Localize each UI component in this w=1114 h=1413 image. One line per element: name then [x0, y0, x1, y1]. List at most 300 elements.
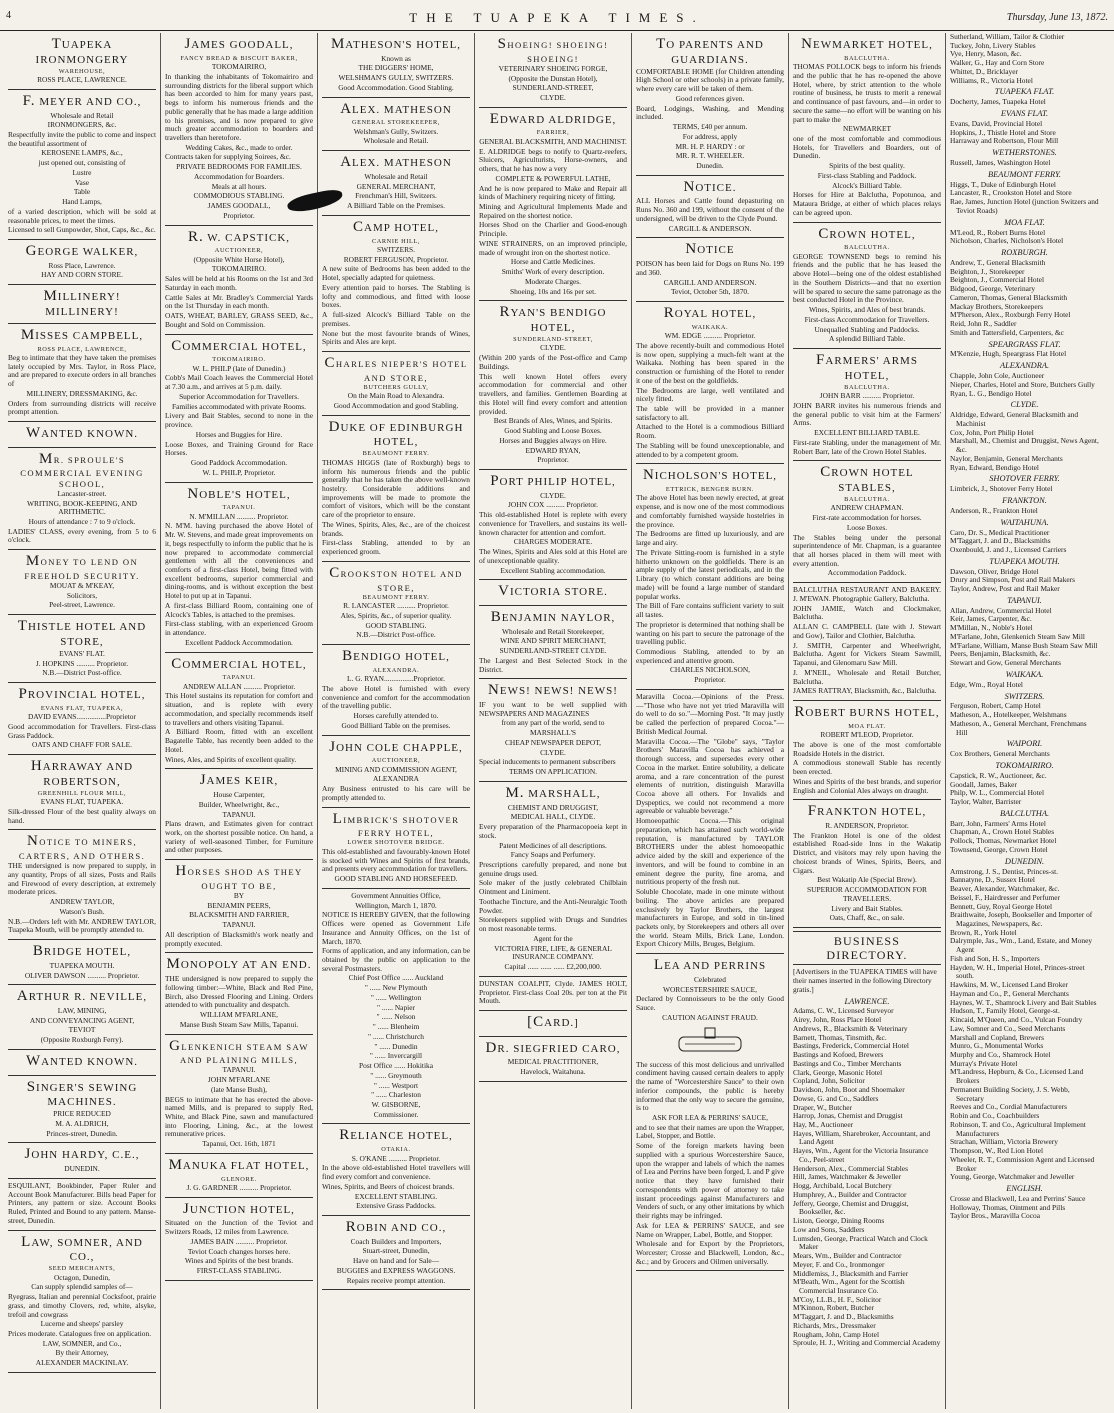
columns: [4, 33, 1110, 1409]
ad-line: Octagon, Dunedin,: [53, 1272, 111, 1282]
ad-line: Peel-street, Lawrence.: [49, 600, 115, 610]
ad-line: Contracts taken for supplying Soirees, &c.: [165, 152, 291, 162]
directory-entry: Cox Brothers, General Merchants: [950, 749, 1050, 759]
ad-line: First-rate Stabling, under the management of Mr. Robert Barr, late of the Crown Hotel Stables.: [793, 437, 941, 456]
advertisement: [479, 33, 627, 108]
ad-line: JOHN JAMIE, Watch and Clockmaker, Balclutha.: [793, 603, 941, 622]
ad-line: TOKOMAIRIRO.: [211, 264, 267, 274]
advertisement: [8, 324, 156, 422]
ad-heading: MANUKA FLAT HOTEL,: [168, 1156, 310, 1173]
ad-line: Tapanui, Oct. 16th, 1871: [202, 1139, 276, 1149]
column-4: [475, 33, 632, 1409]
ad-subheading: BALCLUTHA.: [844, 244, 890, 252]
ad-line: The above Hotel has been newly erected, at great expense, and is now one of the most commodious and comfortably furnished wayside hostelries in the province.: [636, 493, 784, 529]
advertisement: [8, 615, 156, 683]
ad-line: MOUAT & M'KEAY,: [49, 581, 115, 590]
directory-entry: Bidgood, George, Veterinary: [950, 284, 1036, 294]
ad-line: Good Accommodation and good Stabling.: [333, 401, 459, 410]
ad-line: Good Stabling and Loose Boxes.: [504, 426, 602, 436]
ad-line: from any part of the world, send to: [501, 718, 605, 728]
advertisement: [8, 940, 156, 985]
ad-line: CARGILL AND ANDERSON.: [663, 277, 757, 287]
directory-entry: M'Landress, Hepburn, & Co., Licensed Land Brokers: [950, 1067, 1084, 1086]
page-number: 4: [6, 10, 11, 21]
ad-line: Homoeopathic Cocoa.—This original preparation, which has attained such world-wide reputation, is manufactured by TAYLOR BROTHERS under the ablest homoeopathic advice aided by the skill and experience of the inventors, and will be found to combine in an eminent degree the purity, fine aroma, and nutritious property of the fresh nut.: [636, 816, 784, 887]
ad-line: Spirits of the best quality.: [829, 161, 905, 171]
directory-entry: Townsend, George, Crown Hotel: [950, 844, 1048, 854]
directory-entry: Taylor Bros., Maravilla Cocoa: [950, 1211, 1040, 1221]
ad-line: " ...... Wellington: [370, 992, 422, 1002]
ad-line: EXCELLENT STABLING.: [354, 1191, 438, 1201]
directory-entry: Henderson, Alex., Commercial Stables: [793, 1163, 908, 1173]
ad-line: " ...... Dunedin: [374, 1041, 418, 1051]
ad-line: JAMES GOODALL,: [207, 201, 271, 211]
directory-entry: Rougham, John, Camp Hotel: [793, 1329, 880, 1339]
advertisement: [793, 223, 941, 349]
advertisement: [479, 470, 627, 580]
advertisement: [479, 1037, 627, 1082]
directory-entry: Bastings, Frederick, Commercial Hotel: [793, 1041, 909, 1051]
ad-heading: MONEY TO LEND ON FREEHOLD SECURITY.: [24, 553, 140, 581]
ad-line: JAMES RATTRAY, Blacksmith, &c., Balclutha.: [793, 686, 937, 696]
ad-line: Silk-dressed Flour of the best quality always on hand.: [8, 806, 156, 825]
ad-line: Commissioner.: [373, 1109, 419, 1119]
ad-line: CARGILL & ANDERSON.: [668, 223, 752, 233]
ad-line: J. M'NEIL, Wholesale and Retail Butcher, Balclutha.: [793, 667, 941, 686]
advertisement: [165, 226, 313, 335]
ad-line: MINING AND COMMISSION AGENT,: [335, 764, 457, 774]
ad-line: First-rate accommodation for horses.: [812, 513, 922, 523]
ad-line: WINE STRAINERS, on an improved principle, made of wrought iron on the shortest notice.: [479, 238, 627, 257]
ad-heading: M. MARSHALL,: [505, 784, 601, 801]
ad-line: Wholesale and Retail.: [363, 136, 429, 146]
ad-line: TUAPEKA MOUTH.: [49, 960, 115, 970]
ad-line: BY: [233, 891, 245, 900]
directory-entry: M'Coy, LL.B., H. F., Solicitor: [793, 1294, 882, 1304]
ad-line: Vase: [75, 177, 89, 187]
ad-line: R. ANDERSON, Proprietor.: [825, 820, 909, 830]
ad-line: Cobb's Mail Coach leaves the Commercial Hotel at 7.30 a.m., and arrives at 5 p.m. daily.: [165, 373, 313, 392]
ad-heading: MATHESON'S HOTEL,: [330, 36, 462, 52]
directory-entry: Beissel, F., Hairdresser and Perfumer: [950, 892, 1061, 902]
ad-line: TAPANUI.: [222, 1065, 256, 1075]
advertisement: [322, 645, 470, 736]
directory-entry: Peers, Benjamin, Blacksmith, &c.: [950, 649, 1051, 659]
directory-entry: Smith and Tattersfield, Carpenters, &c: [950, 327, 1064, 337]
ad-line: Good Billiard Table on the premises.: [341, 720, 451, 730]
ad-heading: THISTLE HOTEL AND STORE,: [17, 618, 147, 648]
ad-line: A first-class Billiard Room, containing one of Alcock's Tables, is attached to the premises.: [165, 600, 313, 619]
ad-heading: DUKE OF EDINBURGH HOTEL,: [328, 418, 464, 449]
ad-line: MEDICAL PRACTITIONER,: [507, 1057, 599, 1067]
ad-line: Oats, Chaff, &c., on sale.: [829, 913, 905, 923]
directory-town: TUAPEKA FLAT.: [994, 87, 1055, 97]
ad-line: Extensive Grass Paddocks.: [356, 1201, 436, 1211]
ad-line: JOHN M'FARLANE: [207, 1075, 271, 1085]
directory-entry: Cameron, Thomas, General Blacksmith: [950, 292, 1068, 302]
ad-heading: JAMES GOODALL,: [184, 36, 294, 52]
ad-heading: JOHN COLE CHAPPLE,: [329, 738, 463, 755]
ad-line: The Frankton Hotel is one of the oldest established Road-side Inns in the Wakatip District, and visitors may rely upon having the choicest brands of Wines, Spirits, Beers, and Cigars.: [793, 830, 941, 875]
directory-entry: Meyer, F. and Co., Ironmonger: [793, 1259, 885, 1269]
ad-line: KEROSENE LAMPS, &c.,: [41, 148, 123, 158]
ad-line: Sales will be held at his Rooms on the 1st and 3rd Saturday in each month.: [165, 274, 313, 292]
directory-entry: Permanent Building Society, J. S. Webb, Secretary: [950, 1084, 1070, 1103]
ad-line: (Opposite the Dunstan Hotel),: [508, 73, 598, 83]
ad-line: Table: [73, 187, 91, 197]
ad-line: Wellington, March 1, 1870.: [355, 900, 437, 910]
ad-line: SUNDERLAND-STREET CLYDE.: [499, 646, 607, 656]
ad-line: Best Wakatip Ale (Special Brew).: [817, 875, 917, 885]
ad-line: TERMS ON APPLICATION.: [508, 767, 598, 777]
ad-line: Forms of application, and any information, can be obtained by the public on application to the several Postmasters.: [322, 946, 470, 973]
ad-heading: NEWMARKET HOTEL,: [801, 36, 933, 52]
column-1: [4, 33, 161, 1409]
ad-line: Excellent Paddock Accommodation.: [185, 637, 293, 647]
advertisement: [322, 808, 470, 889]
directory-entry: Braithwaite, Joseph, Bookseller and Importer of Magazines, Newspapers, &c.: [950, 910, 1093, 928]
ad-heading: BENJAMIN NAYLOR,: [490, 608, 616, 625]
directory-entry: Young, George, Watchmaker and Jeweller: [950, 1172, 1075, 1182]
ad-line: " ...... Blenheim: [372, 1022, 420, 1032]
advertisement: [479, 1011, 627, 1037]
ad-line: The Bill of Fare contains sufficient variety to suit all tastes.: [636, 601, 784, 620]
ad-subheading: TOKOMAIRIRO.: [212, 356, 266, 364]
ad-line: Coach Builders and Importers,: [350, 1236, 442, 1246]
ad-line: BEGS to intimate that he has erected the above-named Mills, and is prepared to supply Red, White, and Black Pine, sawn and manufactured into Flooring, Lining, &c., at the lowest remunerative prices.: [165, 1094, 313, 1139]
ad-line: ANDREW CHAPMAN.: [830, 503, 904, 513]
ad-line: COMPLETE & POWERFUL LATHE,: [495, 173, 611, 183]
ad-heading: JAMES KEIR,: [199, 772, 279, 789]
ad-line: ESQUILANT, Bookbinder, Paper Ruler and Account Book Manufacturer. Bills head Paper for Printers, any pattern or size. Account Books Ruled, Printed and Bound to any pattern. Manse-street, Dunedin.: [8, 1180, 156, 1225]
ad-line: Lucerne and sheeps' parsley: [40, 1319, 124, 1329]
directory-entry: Wheeler, R. T., Commission Agent and Licensed Broker: [950, 1154, 1095, 1173]
advertisement: [793, 701, 941, 800]
ad-heading: NOBLE'S HOTEL,: [187, 485, 291, 502]
directory-entry: Hayden, W. H., Imperial Hotel, Princes-street south.: [950, 962, 1085, 981]
directory-entry: Haynes, W. T., Shamrock Livery and Bait Stables: [950, 997, 1097, 1007]
ad-line: ANDREW ALLAN .......... Proprietor.: [182, 681, 296, 691]
directory-entry: Holloway, Thomas, Ointment and Pills: [950, 1202, 1066, 1212]
directory-entry: Nieper, Charles, Hotel and Store, Butchers Gully: [950, 379, 1095, 389]
ad-line: THOMAS HIGGS (late of Roxburgh) begs to inform his numerous friends and the public generally that he has taken the above well-known hostelry. Considerable additions and improvements will be made to promote the comfort of visitors, which will be the constant care of the proprietor to ensure.: [322, 457, 470, 520]
ad-line: The Wines, Spirits and Ales sold at this Hotel are of unexceptionable quality.: [479, 547, 627, 565]
directory-town: ENGLISH.: [1006, 1184, 1043, 1194]
directory-entry: Humphrey, A., Builder and Contractor: [793, 1189, 907, 1199]
ad-line: Have on hand and for Sale—: [353, 1256, 439, 1266]
directory-entry: Dawson, Oliver, Bridge Hotel: [950, 566, 1039, 576]
ad-line: Repairs receive prompt attention.: [346, 1275, 446, 1285]
ad-line: COMFORTABLE HOME (for Children attending High School or other schools) in a private family, where every care will be taken of them.: [636, 66, 784, 94]
directory-entry: Airey, John, Ross Place Hotel: [793, 1015, 882, 1025]
column-6: [789, 33, 946, 1409]
ad-line: First-class stabling, with an experienced Groom in attendance.: [165, 619, 313, 638]
ad-line: N.B.—Orders left with Mr. ANDREW TAYLOR, Tuapeka Mouth, will be promptly attended to.: [8, 916, 156, 935]
ad-line: A splendid Billiard Table.: [828, 334, 906, 344]
directory-town: ROXBURGH.: [1001, 248, 1048, 258]
directory-entry: Beighton, J., Commercial Hotel: [950, 275, 1045, 285]
newspaper-title: THE TUAPEKA TIMES.: [409, 10, 705, 25]
ad-line: JAMES BAIN .......... Proprietor.: [190, 1236, 288, 1246]
ad-heading: HORSES SHOD AS THEY OUGHT TO BE,: [175, 863, 303, 891]
ad-subheading: BALCLUTHA.: [844, 54, 890, 62]
ad-heading: ARTHUR R. NEVILLE,: [16, 988, 148, 1005]
ad-heading: NOTICE: [685, 241, 735, 258]
ad-heading: EDWARD ALDRIDGE,: [489, 110, 617, 127]
directory-town: CLYDE.: [1010, 400, 1039, 410]
advertisement: [8, 830, 156, 940]
directory-town: SWITZERS.: [1004, 691, 1045, 701]
ad-heading: [CARD.]: [527, 1014, 579, 1030]
ad-heading: R. W. CAPSTICK,: [187, 228, 291, 245]
advertisement: [479, 977, 627, 1011]
ad-line: LAW, SOMNER, and Co.,: [42, 1338, 122, 1348]
directory-town: FRANKTON.: [1002, 495, 1047, 505]
ad-heading: VICTORIA STORE.: [498, 583, 608, 600]
ad-line: VICTORIA FIRE, LIFE, & GENERAL INSURANCE COMPANY.: [494, 943, 612, 962]
ad-line: Teviot Coach changes horses here.: [187, 1246, 291, 1256]
ad-line: W. GISBORNE,: [371, 1099, 421, 1109]
ad-line: A commodious stonewall Stable has recently been erected.: [793, 758, 941, 777]
ad-line: By their Attorney,: [55, 1348, 109, 1358]
ad-line: LAW, MINING,: [57, 1005, 107, 1015]
directory-entry: Robinson, T. and Co., Agricultural Implement Manufacturers: [950, 1119, 1086, 1138]
advertisement: [8, 1050, 156, 1076]
ad-heading: MR. SPROULE'S COMMERCIAL EVENING SCHOOL,: [20, 450, 144, 489]
ad-line: HAY AND CORN STORE.: [41, 270, 123, 280]
directory-entry: Docherty, James, Tuapeka Hotel: [950, 97, 1046, 107]
ad-line: Lustre: [72, 167, 92, 177]
directory-town: DUNEDIN.: [1004, 856, 1045, 866]
ad-line: (Opposite White Horse Hotel),: [193, 254, 285, 264]
directory-entry: Dalrymple, Jas., Wm., Land, Estate, and Money Agent: [950, 936, 1093, 955]
ad-line: Meals at all hours.: [211, 181, 267, 191]
ad-line: Prices moderate. Catalogues free on application.: [8, 1329, 152, 1338]
ad-line: BUGGIES and EXPRESS WAGGONS.: [336, 1265, 456, 1275]
directory-entry: Taylor, Andrew, Post and Rail Maker: [950, 584, 1060, 594]
ad-subheading: GENERAL STOREKEEPER,: [352, 119, 440, 127]
ad-line: A full-sized Alcock's Billiard Table on the premises.: [322, 310, 470, 328]
directory-entry: Rae, James, Junction Hotel (junction Switzers and Teviot Roads): [950, 197, 1099, 215]
ad-heading: ROBIN AND CO.,: [345, 1218, 447, 1235]
ad-line: CHEAP NEWSPAPER DEPOT,: [504, 737, 602, 747]
ad-line: CHARLES NICHOLSON,: [669, 665, 751, 675]
ad-line: CLYDE.: [540, 747, 566, 757]
ad-line: ALL Horses and Cattle found depasturing on Runs No. 360 and 199, without the consent of the undersigned, will be driven to the Clyde Pound.: [636, 196, 784, 223]
ad-heading: F. MEYER AND CO.,: [22, 92, 142, 109]
advertisement: [8, 285, 156, 324]
advertisement: [793, 33, 941, 223]
directory-entry: Oxenbould, J. and J., Licensed Carriers: [950, 544, 1067, 554]
ad-heading: PROVINCIAL HOTEL,: [18, 686, 146, 703]
ad-line: one of the most comfortable and commodious Hotels, for Travellers and Boarders, out of Dunedin.: [793, 133, 941, 161]
directory-entry: Low and Sons, Saddlers: [793, 1224, 865, 1234]
directory-entry: Munro, G., Monumental Works: [950, 1041, 1044, 1051]
ad-subheading: BEAUMONT FERRY.: [362, 450, 430, 458]
ad-line: All description of Blacksmith's work neatly and promptly executed.: [165, 929, 313, 948]
ad-line: N. M'MILLAN .......... Proprietor.: [189, 511, 289, 521]
ad-line: Horse and Cattle Medicines.: [510, 257, 596, 267]
ad-heading: RYAN'S BENDIGO HOTEL,: [499, 304, 607, 335]
ad-line: J. SMITH, Carpenter and Wheelwright, Balclutha. Agent for Vickers Steam Sawmill, Tapanui, and Glenomaru Saw Mill.: [793, 640, 941, 668]
directory-entry: Cox, John, Port Philip Hotel: [950, 427, 1034, 437]
directory-entry: Liston, George, Dining Rooms: [793, 1216, 885, 1226]
ad-line: Storekeepers supplied with Drugs and Sundries on most reasonable terms.: [479, 915, 627, 934]
ad-line: The Wines, Spirits, Ales, &c., are of the choicest brands.: [322, 519, 470, 538]
ad-line: Ales, Spirits, &c., of superior quality.: [340, 610, 452, 620]
ad-line: NEWMARKET: [842, 124, 892, 134]
ad-heading: MILLINERY! MILLINERY!: [43, 288, 121, 318]
ad-line: This Hotel sustains its reputation for comfort and situation, and is replete with every accommodation, and specially recommends itself to travellers and others visiting Tapanui.: [165, 691, 313, 727]
advertisement: [479, 301, 627, 470]
ad-heading: SINGER'S SEWING MACHINES.: [26, 1078, 138, 1109]
directory-entry: Matheson, A., Hotelkeeper, Welshmans: [950, 710, 1067, 720]
advertisement: [165, 1154, 313, 1198]
ad-line: TAPANUI.: [222, 809, 256, 819]
ad-line: TAPANUI.: [222, 920, 256, 930]
directory-entry: Williams, R., Victoria Hotel: [950, 75, 1033, 85]
directory-entry: Vye, Henry, Mason, &c.: [950, 49, 1022, 59]
ad-line: In thanking the inhabitants of Tokomairiro and surrounding districts for the liberal support which has been accorded to him for many years past, begs to inform his numerous friends and the public generally that he has made a large addition to his premises, and is now prepared to give much greater accommodation to boarders and travellers than heretofore.: [165, 71, 313, 142]
ad-heading: ROBERT BURNS HOTEL,: [794, 704, 940, 721]
ad-heading: NICHOLSON'S HOTEL,: [642, 467, 778, 484]
ad-subheading: BALCLUTHA.: [844, 383, 890, 391]
advertisement: [793, 349, 941, 461]
directory-town: ALEXANDRA.: [999, 361, 1050, 371]
directory-entry: Marshall and Copland, Brewers: [950, 1032, 1045, 1042]
directory-entry: Hudson, T., Family Hotel, George-st.: [950, 1006, 1060, 1016]
directory-entry: Walker, G., Hay and Corn Store: [950, 58, 1045, 68]
ad-heading: WANTED KNOWN.: [25, 425, 139, 442]
ad-heading: CROOKSTON HOTEL AND STORE,: [329, 564, 463, 593]
ad-line: Good Accommodation. Good Stabling.: [338, 82, 454, 92]
ad-line: Any Business entrusted to his care will be promptly attended to.: [322, 784, 470, 802]
ad-line: None but the most favourite brands of Wines, Spirits and Ales are kept.: [322, 328, 470, 347]
directory-entry: Whittet, D., Bricklayer: [950, 66, 1018, 76]
ad-line: GEORGE TOWNSEND begs to remind his friends and the public that he has leased the above Hotel—being one of the oldest established in the Southern Districts—and that no exertion will be spared to secure the same patronage as the best conducted Hotel in the Province.: [793, 251, 941, 305]
advertisement: [636, 690, 784, 954]
directory-intro: [Advertisers in the TUAPEKA TIMES will have their names inserted in the following Directory gratis.]: [793, 967, 937, 994]
ad-line: This old-established and favourably-known Hotel is stocked with Wines and Spirits of first brands, and presents every accommodation for travellers.: [322, 846, 470, 874]
ad-line: CLYDE.: [540, 490, 566, 500]
ad-heading: MONOPOLY AT AN END.: [166, 956, 312, 973]
ad-line: Declared by Connoisseurs to be the only Good Sauce.: [636, 994, 784, 1013]
ad-line: " ...... Napier: [377, 1002, 415, 1012]
directory-entry: M'Pherson, Alex., Roxburgh Ferry Hotel: [950, 310, 1071, 320]
advertisement: [165, 953, 313, 1034]
ad-subheading: ETTRICK, BENGER BURN.: [665, 486, 755, 494]
ad-line: Post Office ...... Hokitika: [359, 1061, 433, 1071]
ad-line: WRITING, BOOK-KEEPING, AND ARITHMETIC.: [26, 498, 138, 517]
advertisement: [322, 1216, 470, 1290]
ad-subheading: AUCTIONEER,: [214, 247, 264, 255]
ad-line: EVANS FLAT, TUAPEKA.: [40, 797, 124, 807]
ad-line: M. A. ALDRICH,: [55, 1118, 109, 1128]
advertisement: [8, 422, 156, 448]
advertisement: [8, 448, 156, 550]
ad-line: THE DIGGERS' HOME,: [358, 63, 434, 73]
ad-line: Patent Medicines of all descriptions.: [499, 840, 607, 850]
ad-line: This old-established Hotel is replete with every convenience for Travellers, and sustains its well-known character for attention and comfort.: [479, 510, 627, 537]
directory-entry: Goodall, James, Baker: [950, 779, 1017, 789]
ad-line: GOOD STABLING AND HORSEFEED.: [334, 874, 458, 884]
directory-entry: Bennett, Guy, Royal George Hotel: [950, 901, 1053, 911]
ad-line: JOHN BARR invites his numerous friends and the general public to visit him at the Farmers' Arms.: [793, 400, 941, 428]
advertisement: [322, 352, 470, 416]
advertisement: [636, 33, 784, 176]
ad-line: Wines, Ales, and Spirits of excellent quality.: [165, 754, 297, 764]
ad-line: Fancy Soaps and Perfumery.: [510, 850, 596, 860]
ad-line: " ...... Invercargill: [369, 1051, 423, 1061]
directory-entry: Allan, Andrew, Commercial Hotel: [950, 605, 1052, 615]
advertisement: [165, 769, 313, 860]
ad-line: Good references given.: [675, 93, 745, 103]
ad-line: MEDICAL HALL, CLYDE.: [510, 812, 596, 822]
ad-subheading: CARNIE HILL,: [371, 237, 421, 245]
ad-line: Hours of attendance : 7 to 9 o'clock.: [28, 516, 136, 526]
advertisement: [165, 1035, 313, 1154]
column-5: [632, 33, 789, 1409]
directory-entry: Law, Somner and Co., Seed Merchants: [950, 1023, 1066, 1033]
advertisement: [322, 216, 470, 352]
ad-subheading: ROSS PLACE, LAWRENCE,: [37, 345, 127, 353]
ad-line: Commodious Stabling, attended to by an experienced and attentive groom.: [636, 646, 784, 665]
ad-heading: LEA AND PERRINS: [653, 957, 767, 974]
ad-line: EVANS' FLAT.: [59, 648, 105, 658]
ad-subheading: ALEXANDRA.: [372, 666, 420, 674]
ad-line: IF you want to be well supplied with NEWSPAPERS AND MAGAZINES: [479, 700, 627, 718]
ad-line: Beg to intimate that they have taken the premises lately occupied by Mrs. Taylor, in Ross Place, and are prepared to execute orders in all branches of: [8, 352, 156, 389]
ad-subheading: BEAUMONT FERRY.: [362, 593, 430, 601]
ad-line: Frenchman's Hill, Switzers.: [355, 191, 437, 201]
directory-entry: Stewart and Gow, General Merchants: [950, 658, 1061, 668]
ad-line: NOTICE IS HEREBY GIVEN, that the following Offices were opened as Government Life Insurance and Annuity Offices, on the 1st of March, 1870.: [322, 910, 470, 946]
advertisement: [322, 1124, 470, 1216]
directory-entry: Aldridge, Edward, General Blacksmith and Machinist: [950, 410, 1079, 428]
ad-line: GENERAL BLACKSMITH, AND MACHINIST.: [479, 136, 627, 146]
ad-line: Wholesale and Retail: [364, 171, 428, 181]
ad-line: Wedding Cakes, &c., made to order.: [185, 142, 293, 152]
ad-line: Mining and Agricultural Implements Made and Repaired on the shortest notice.: [479, 202, 627, 220]
directory-entry: Lumsden, George, Practical Watch and Clock Maker: [793, 1233, 928, 1252]
ad-heading: CAMP HOTEL,: [353, 218, 439, 235]
ad-line: First-class Stabling, attended to by an experienced groom.: [322, 538, 470, 557]
ad-line: OATS, WHEAT, BARLEY, GRASS SEED, &c., Bought and Sold on Commission.: [165, 311, 313, 329]
business-directory-title: BUSINESS DIRECTORY.: [793, 931, 941, 965]
ad-line: N. M'M. having purchased the above Hotel of Mr. W. Stevens, and made great improvements on it, begs respectfully to inform the public that he is now prepared to accommodate commercial gentlemen with all the conveniences and comforts of a first-class Hotel, being fitted with excellent bedrooms, superior commercial and dining-rooms, and is without exception the best Hotel to put up at in Tapanui.: [165, 521, 313, 601]
ad-heading: COMMERCIAL HOTEL,: [171, 337, 307, 354]
ad-subheading: SEED MERCHANTS,: [48, 1265, 116, 1273]
ad-line: Livery and Bait Stables.: [831, 903, 903, 913]
ad-line: Excellent Stabling accommodation.: [500, 565, 606, 575]
directory-entry: Middlemiss, J., Blacksmith and Farrier: [793, 1268, 909, 1278]
ad-line: In the above old-established Hotel travellers will find every comfort and convenience.: [322, 1163, 470, 1182]
ad-heading: COMMERCIAL HOTEL,: [171, 655, 307, 672]
ad-line: The Bedrooms are large, well ventilated and nicely fitted.: [636, 385, 784, 404]
ad-heading: BRIDGE HOTEL,: [32, 943, 132, 960]
ad-line: Orders from surrounding districts will receive prompt attention.: [8, 398, 156, 417]
ad-line: Respectfully invite the public to come and inspect the beautiful assortment of: [8, 129, 156, 148]
ad-line: BALCLUTHA RESTAURANT AND BAKERY. J. M'EWAN. Photographic Gallery, Balclutha.: [793, 585, 941, 603]
directory-entry: Bastings and Kofoed, Brewers: [793, 1050, 884, 1060]
ad-line: Plans drawn, and Estimates given for contract work, on the shortest possible notice. On hand, a variety of well-seasoned Timber, for Furniture and other purposes.: [165, 819, 313, 855]
ad-line: MR. H. P. HARDY : or: [675, 141, 745, 151]
ad-line: Good Paddock Accommodation.: [190, 458, 288, 468]
ad-line: THE undersigned is now prepared to supply, in any quantity, Props of all sizes, Posts and Rails and Firewood of every description, at extremely moderate prices.: [8, 861, 156, 897]
ad-line: Maravilla Cocoa.—Opinions of the Press.—"Those who have not yet tried Maravilla will do well to do so."—Morning Post. "It may justly be called the perfection of prepared Cocoa."—British Medical Journal.: [636, 691, 784, 736]
directory-entry: M'Farlane, William, Manse Bush Steam Saw Mill: [950, 640, 1098, 650]
directory-entry: Nicholson, Charles, Nicholson's Hotel: [950, 236, 1064, 246]
